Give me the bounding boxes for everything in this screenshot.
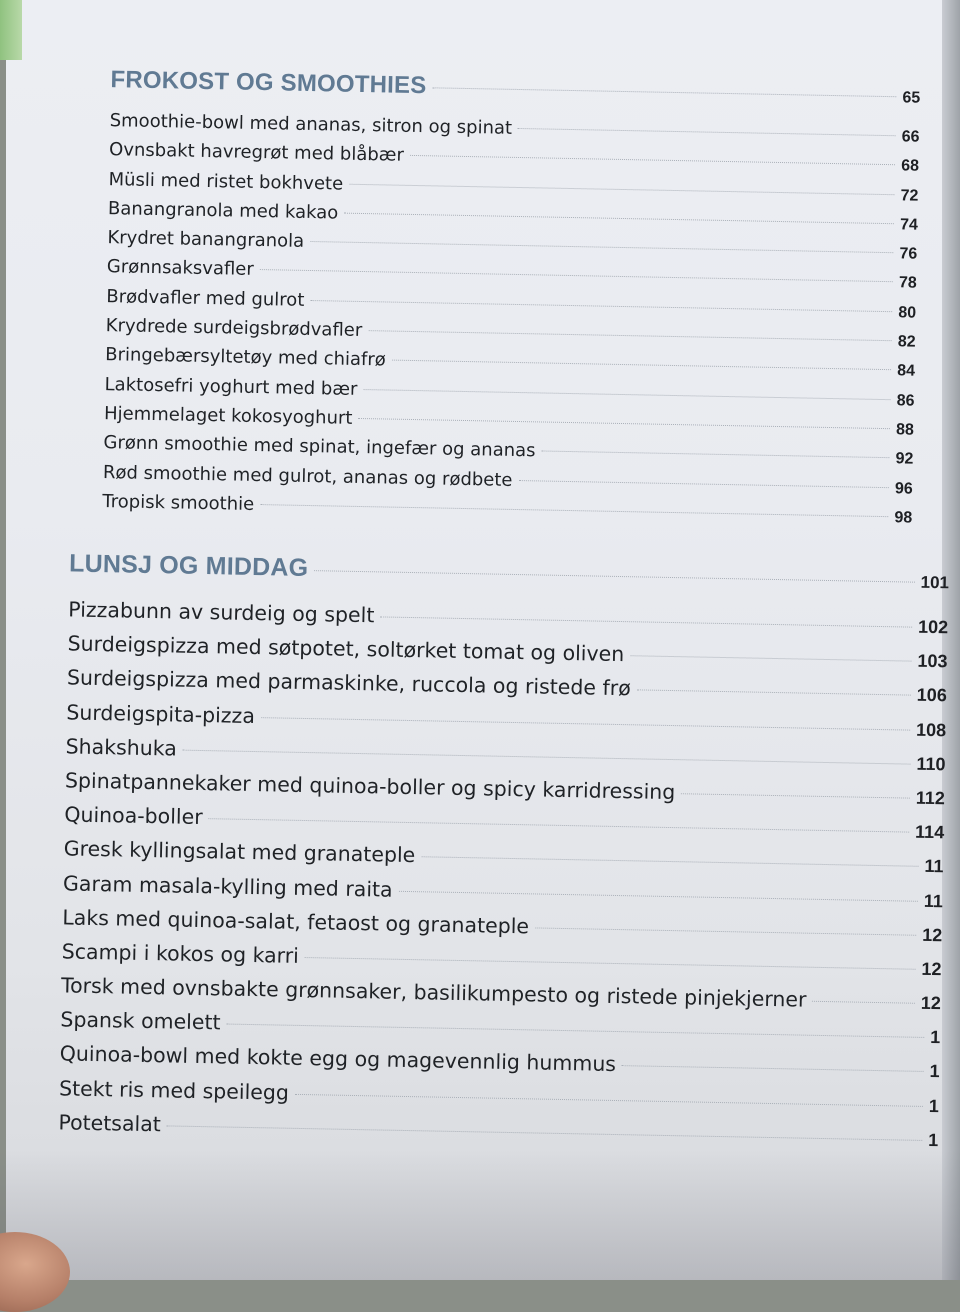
toc-entry-page: 92	[895, 450, 914, 468]
dot-leader	[209, 818, 910, 832]
toc-entry-page: 74	[899, 216, 919, 234]
dot-leader	[681, 793, 910, 798]
dot-leader	[432, 87, 896, 97]
dot-leader	[227, 1024, 925, 1038]
toc-entry-page: 12	[920, 992, 942, 1014]
toc-entry-title: Torsk med ovnsbakte grønnsaker, basilikumpesto og ristede pinjekjerner	[60, 973, 807, 1012]
toc-entry-title: Krydrede surdeigsbrødvafler	[105, 315, 363, 342]
dot-leader	[637, 690, 911, 696]
toc-entry-title: Krydret banangranola	[107, 227, 305, 253]
toc-entry-title: Laktosefri yoghurt med bær	[104, 373, 358, 400]
toc-entry-page: 78	[898, 274, 917, 293]
dot-leader	[518, 128, 896, 136]
toc-entry-title: Tropisk smoothie	[102, 490, 255, 515]
dot-leader	[410, 155, 895, 165]
toc-entry-page: 103	[917, 650, 948, 672]
toc-entry-page: 88	[895, 421, 915, 439]
dot-leader	[542, 451, 890, 459]
toc-entry-page: 114	[914, 821, 945, 843]
toc-entry-page: 86	[896, 391, 915, 410]
dot-leader	[630, 655, 911, 661]
toc-entry-title: Scampi i kokos og karri	[61, 939, 300, 968]
dot-leader	[535, 927, 916, 935]
toc-entry-page: 68	[901, 157, 920, 175]
dot-leader	[399, 890, 918, 901]
toc-entry-title: Laks med quinoa-salat, fetaost og granateple	[62, 905, 530, 939]
toc-entry-page: 106	[916, 685, 948, 706]
section-heading: FROKOST OG SMOOTHIES	[110, 66, 427, 100]
toc-entry-title: Banangranola med kakao	[107, 198, 339, 224]
toc-entry-page: 82	[897, 333, 916, 351]
toc-entry-page: 108	[915, 719, 947, 740]
toc-entry-title: Brødvafler med gulrot	[106, 285, 305, 311]
toc-entry-page: 80	[898, 304, 917, 322]
toc-entry-title: Surdeigspita-pizza	[66, 699, 256, 728]
toc-entry-title: Hjemmelaget kokosyoghurt	[103, 403, 353, 429]
toc-entry-title: Surdeigspizza med parmaskinke, ruccola og ristede frø	[66, 665, 631, 701]
toc-entry-page: 98	[894, 509, 913, 527]
toc-entry-title: Shakshuka	[65, 734, 178, 761]
toc-entry-page: 102	[917, 616, 949, 638]
dot-leader	[167, 1125, 922, 1141]
dot-leader	[380, 616, 912, 627]
toc-section-breakfast	[102, 66, 921, 536]
dot-leader	[310, 300, 892, 312]
toc-entry-title: Bringebærsyltetøy med chiafrø	[105, 344, 386, 371]
toc-entry-title: Potetsalat	[58, 1110, 162, 1137]
toc-entry-title: Smoothie-bowl med ananas, sitron og spinat	[109, 110, 513, 139]
toc-entry-page: 96	[894, 479, 913, 498]
dot-leader	[622, 1066, 924, 1073]
dot-leader	[260, 270, 893, 283]
toc-entry-title: Quinoa-bowl med kokte egg og magevennlig hummus	[59, 1041, 617, 1077]
toc-entry-title: Quinoa-boller	[64, 802, 203, 830]
section-page-number: 101	[920, 572, 950, 593]
dot-leader	[421, 857, 918, 868]
toc-entry-page: 11	[923, 890, 944, 911]
toc-entry-title: Surdeigspizza med søtpotet, soltørket tomat og oliven	[67, 631, 625, 667]
toc-entry-page: 110	[916, 753, 946, 775]
toc-entry-page: 112	[915, 787, 946, 809]
toc-entry-title: Garam masala-kylling med raita	[62, 870, 393, 902]
toc-entry-page: 66	[901, 128, 920, 146]
toc-entry-title: Grønn smoothie med spinat, ingefær og ananas	[103, 432, 536, 462]
dot-leader	[260, 504, 888, 517]
dot-leader	[358, 418, 890, 429]
toc-entry-title: Gresk kyllingsalat med granateple	[63, 836, 416, 868]
toc-entry-title: Rød smoothie med gulrot, ananas og rødbete	[102, 461, 513, 491]
toc-section-lunch-dinner	[58, 549, 949, 1161]
dot-leader	[363, 389, 890, 400]
toc-entry-page: 12	[921, 958, 942, 980]
toc-entry-page: 12	[922, 924, 943, 945]
toc-entry-page: 76	[899, 245, 918, 263]
dot-leader	[344, 213, 894, 225]
toc-entry-page: 1	[928, 1095, 940, 1116]
dot-leader	[310, 241, 893, 253]
dot-leader	[183, 749, 911, 764]
toc-entry-title: Grønnsaksvafler	[106, 256, 254, 281]
dot-leader	[261, 717, 910, 730]
toc-entry-title: Ovnsbakt havregrøt med blåbær	[108, 139, 405, 167]
toc-entry-page: 84	[897, 362, 916, 381]
toc-entry-page: 1	[929, 1061, 940, 1082]
toc-entry-page: 11	[924, 856, 944, 877]
toc-entry-page: 72	[900, 186, 919, 205]
toc-entry-page: 1	[930, 1027, 941, 1048]
dot-leader	[295, 1093, 923, 1106]
toc-entry-title: Spinatpannekaker med quinoa-boller og spicy karridressing	[64, 768, 676, 805]
section-page-number: 65	[902, 89, 921, 107]
toc-entry-title: Pizzabunn av surdeig og spelt	[68, 597, 375, 628]
dot-leader	[368, 330, 892, 341]
dot-leader	[305, 957, 916, 970]
dot-leader	[314, 570, 914, 583]
dot-leader	[349, 183, 894, 194]
toc-entry-page: 1	[928, 1129, 939, 1151]
section-heading: LUNSJ OG MIDDAG	[68, 549, 309, 583]
dot-leader	[812, 1001, 914, 1004]
dot-leader	[518, 480, 889, 488]
toc-entry-title: Stekt ris med speilegg	[58, 1075, 290, 1105]
dot-leader	[392, 360, 892, 371]
toc-entry-title: Spansk omelett	[60, 1007, 221, 1035]
toc-entry-title: Müsli med ristet bokhvete	[108, 168, 344, 195]
